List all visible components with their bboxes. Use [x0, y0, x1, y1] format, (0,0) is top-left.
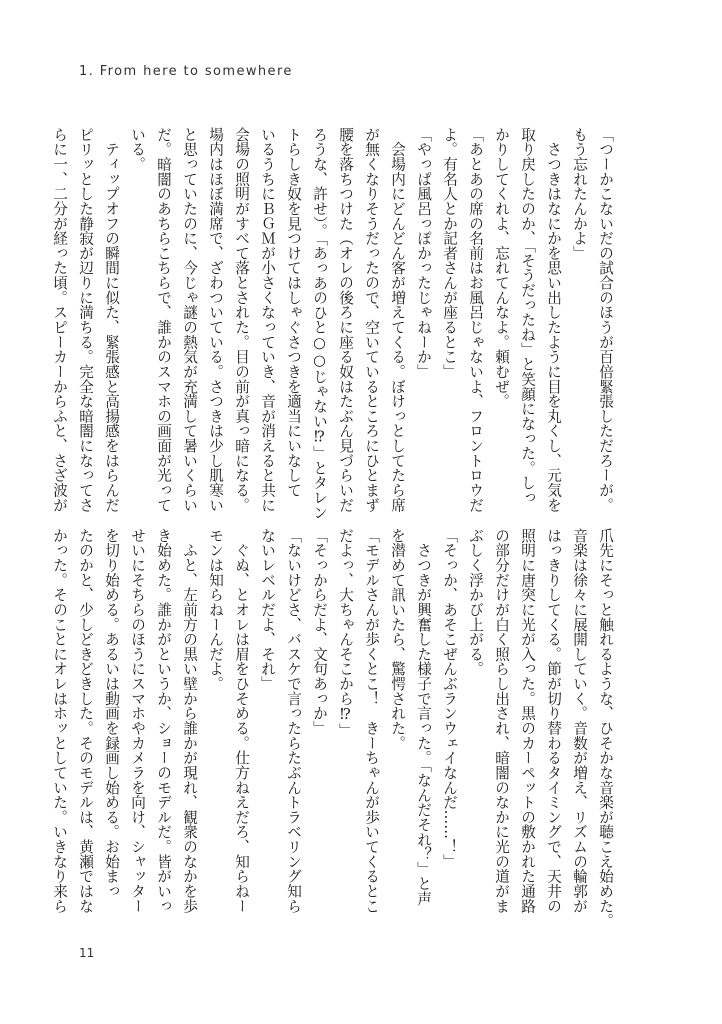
text-line: 音楽は徐々に展開していく。音数が増え、リズムの輪郭が: [571, 528, 588, 914]
text-line: と思っていたのに、今じゃ謎の熱気が充満して暑いくらい: [181, 127, 198, 513]
text-line: せいにそちらのほうにスマホやカメラを向け、シャッター: [129, 528, 146, 914]
text-line: 「やっぱ風呂っぽかったじゃねーか」: [415, 127, 432, 379]
text-line: 「そっからだよ、文句あっか」: [311, 528, 328, 736]
text-line: ぶしく浮かび上がる。: [467, 528, 484, 677]
text-block-top: [51, 127, 618, 520]
text-line: 「つーかこないだの試合のほうが百倍緊張しただろーが。: [597, 127, 614, 513]
text-line: らに一、二分が経った頃。スピーカーからふと、さざ波が: [51, 127, 68, 513]
text-line: いるうちにＢＧＭが小さくなっていき、音が消えると共に: [259, 127, 276, 513]
text-line: 照明に唐突に光が入った。黒のカーペットの敷かれた通路: [519, 528, 536, 914]
text-line: 会場内にどんどん客が増えてくる。ぼけっとしてたら席: [389, 127, 406, 513]
text-line: いる。: [129, 127, 146, 172]
text-line: 会場の照明がすべて落とされた。目の前が真っ暗になる。: [233, 127, 250, 513]
page-number: 11: [79, 946, 95, 960]
text-line: よ。有名人とか記者さんが座るとこ」: [441, 127, 458, 379]
text-line: き始めた。誰かがというか、ショーのモデルだ。皆がいっ: [155, 528, 172, 914]
text-line: さつきが興奮した様子で言った。「なんだそれ？」と声: [415, 528, 432, 907]
text-line: 爪先にそっと触れるような、ひそかな音楽が聴こえ始めた。: [597, 528, 614, 929]
text-line: ピリッとした静寂が辺りに満ちる。完全な暗闇になってさ: [77, 127, 94, 513]
text-block-bottom: [51, 528, 618, 929]
text-line: ないレベルだよ、それ」: [259, 528, 276, 692]
text-line: 「モデルさんが歩くとこ！ きーちゃんが歩いてくるとこ: [363, 528, 380, 914]
text-line: はっきりしてくる。節が切り替わるタイミングで、天井の: [545, 528, 562, 914]
text-line: を潜めて訊いたら、驚愕された。: [389, 528, 406, 751]
text-line: が無くなりそうだったので、空いているところにひとまず: [363, 127, 380, 513]
text-line: たのかと、少しどきどきした。そのモデルは、黄瀬ではな: [77, 528, 94, 914]
text-line: 取り戻したのか、「そうだったね」と笑顔になった。しっ: [519, 127, 536, 506]
text-line: かりしてくれよ、忘れてんなよ。頼むぜ。: [493, 127, 510, 409]
chapter-header: 1. From here to somewhere: [79, 64, 293, 79]
text-line: ティップオフの瞬間に似た、緊張感と高揚感をはらんだ: [103, 127, 120, 513]
text-line: ぐぬ、とオレは眉をひそめる。仕方ねえだろ、知らねー: [233, 528, 250, 914]
text-line: だよっ、大ちゃんそこから⁉」: [337, 528, 354, 738]
text-line: もう忘れたんかよ」: [571, 127, 588, 261]
text-line: 「あとあの席の名前はお風呂じゃないよ、フロントロウだ: [467, 127, 484, 513]
text-line: の部分だけが白く照らし出され、暗闇のなかに光の道がま: [493, 528, 510, 914]
text-line: モンは知らねーんだよ。: [207, 528, 224, 692]
text-line: を切り始める。あるいは動画を録画し始める。お始まっ: [103, 528, 120, 899]
text-line: 「そっか、あそこぜんぶランウェイなんだ……！」: [441, 528, 458, 869]
text-line: ろうな、許せ）。「あっあのひと○○じゃない⁉」とタレン: [311, 127, 328, 520]
text-line: ふと、左前方の黒い壁から誰かが現れ、観衆のなかを歩: [181, 528, 198, 914]
text-line: かった。そのことにオレはホッとしていた。いきなり来ら: [51, 528, 68, 914]
text-line: 腰を落ちつけた（オレの後ろに座る奴はたぶん見づらいだ: [337, 127, 354, 513]
text-line: さつきはなにかを思い出したように目を丸くし、元気を: [545, 127, 562, 513]
text-line: だ。暗闇のあちらこちらで、誰かのスマホの画面が光って: [155, 127, 172, 513]
text-line: 場内はほぼ満席で、ざわついている。さつきは少し肌寒い: [207, 127, 224, 513]
text-line: 「ないけどさ、バスケで言ったらたぶんトラベリング知ら: [285, 528, 302, 914]
text-line: トらしき奴を見つけてはしゃぐさつきを適当にいなして: [285, 127, 302, 498]
